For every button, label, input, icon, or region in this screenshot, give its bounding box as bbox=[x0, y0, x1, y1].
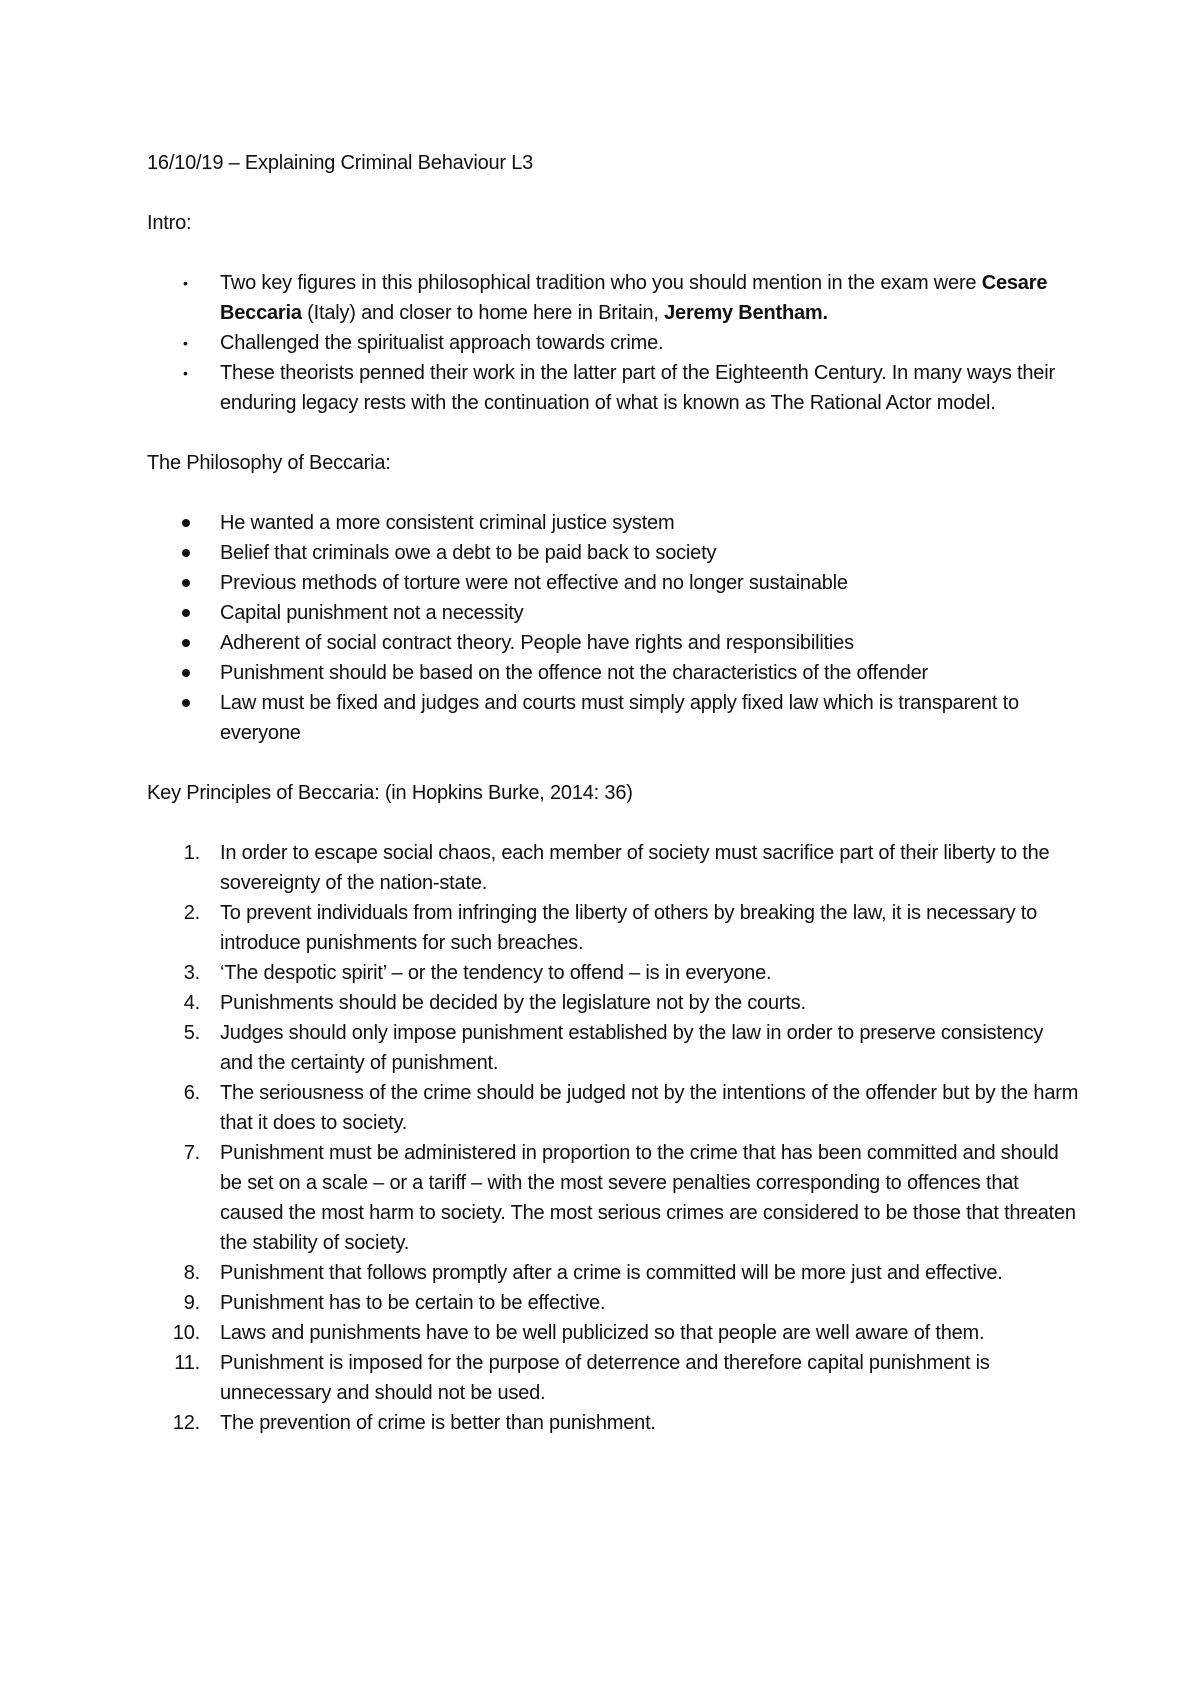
list-item bbox=[147, 358, 1080, 418]
bullet-icon bbox=[182, 699, 190, 707]
list-item bbox=[147, 988, 1080, 1018]
bullet-icon bbox=[182, 639, 190, 647]
list-number: 10. bbox=[172, 1322, 200, 1344]
list-item bbox=[147, 1078, 1080, 1138]
list-item bbox=[147, 1258, 1080, 1288]
list-number: 2. bbox=[183, 902, 200, 924]
name-jeremy-bentham: Jeremy Bentham. bbox=[664, 302, 828, 324]
list-item-text: In order to escape social chaos, each member of society must sacrifice part of their liberty to the sovereignty of the nation-state. bbox=[220, 842, 1050, 894]
principles-list bbox=[147, 838, 1080, 1438]
list-item bbox=[147, 538, 1080, 568]
intro-bullet-text: Challenged the spiritualist approach towards crime. bbox=[220, 332, 664, 354]
list-item bbox=[147, 568, 1080, 598]
list-item bbox=[147, 328, 1080, 358]
list-item-text: Punishment that follows promptly after a crime is committed will be more just and effective. bbox=[220, 1262, 1003, 1284]
list-item-text: Punishment has to be certain to be effective. bbox=[220, 1292, 606, 1314]
list-item bbox=[147, 688, 1080, 748]
list-item bbox=[147, 1138, 1080, 1258]
list-item-text: Law must be fixed and judges and courts must simply apply fixed law which is transparent to everyone bbox=[220, 692, 1019, 744]
principles-heading: Key Principles of Beccaria: (in Hopkins Burke, 2014: 36) bbox=[147, 782, 633, 804]
list-item-text: Punishment is imposed for the purpose of deterrence and therefore capital punishment is unnecessary and should not be used. bbox=[220, 1352, 990, 1404]
list-number: 11. bbox=[174, 1352, 200, 1374]
list-number: 12. bbox=[172, 1412, 200, 1434]
intro-bullet-text-before: Two key figures in this philosophical tradition who you should mention in the exam were bbox=[220, 272, 982, 294]
list-item bbox=[147, 838, 1080, 898]
intro-bullet-text-middle: (Italy) and closer to home here in Britain, bbox=[301, 302, 665, 324]
list-item-text: Punishment should be based on the offence not the characteristics of the offender bbox=[220, 662, 928, 684]
list-item bbox=[147, 598, 1080, 628]
bullet-icon: • bbox=[183, 365, 188, 381]
bullet-icon bbox=[182, 669, 190, 677]
bullet-icon bbox=[182, 579, 190, 587]
list-item bbox=[147, 1318, 1080, 1348]
list-number: 1. bbox=[183, 842, 200, 864]
list-item bbox=[147, 1408, 1080, 1438]
list-item-text: The prevention of crime is better than punishment. bbox=[220, 1412, 656, 1434]
list-number: 8. bbox=[183, 1262, 200, 1284]
list-item-text: To prevent individuals from infringing the liberty of others by breaking the law, it is necessary to introduce punishments for such breaches. bbox=[220, 902, 1038, 954]
list-item bbox=[147, 508, 1080, 538]
list-item-text: Capital punishment not a necessity bbox=[220, 602, 524, 624]
intro-list bbox=[147, 268, 1080, 418]
list-item-text: The seriousness of the crime should be judged not by the intentions of the offender but by the harm that it does to society. bbox=[220, 1082, 1079, 1134]
list-item bbox=[147, 1348, 1080, 1408]
intro-heading: Intro: bbox=[147, 212, 192, 234]
list-number: 5. bbox=[183, 1022, 200, 1044]
list-item bbox=[147, 898, 1080, 958]
list-item bbox=[147, 628, 1080, 658]
list-item-text: Laws and punishments have to be well publicized so that people are well aware of them. bbox=[220, 1322, 985, 1344]
list-item-text: ‘The despotic spirit’ – or the tendency to offend – is in everyone. bbox=[220, 962, 772, 984]
philosophy-heading: The Philosophy of Beccaria: bbox=[147, 452, 391, 474]
list-item-text: Punishment must be administered in proportion to the crime that has been committed and should be set on a scale – or a tariff – with the most severe penalties corresponding to offences that caused the most harm to society. The most serious crimes are considered to be those that threaten the stability of society. bbox=[220, 1142, 1076, 1254]
philosophy-list bbox=[147, 508, 1080, 748]
list-item bbox=[147, 1018, 1080, 1078]
name-cesare-beccaria: Cesare Beccaria bbox=[220, 272, 1048, 324]
list-number: 9. bbox=[183, 1292, 200, 1314]
list-item bbox=[147, 268, 1080, 328]
intro-bullet-text: These theorists penned their work in the latter part of the Eighteenth Century. In many ways their enduring legacy rests with the continuation of what is known as The Rational Actor model. bbox=[220, 362, 1055, 414]
list-number: 6. bbox=[183, 1082, 200, 1104]
bullet-icon bbox=[182, 519, 190, 527]
bullet-icon bbox=[182, 549, 190, 557]
list-item-text: Belief that criminals owe a debt to be paid back to society bbox=[220, 542, 717, 564]
document-title: 16/10/19 – Explaining Criminal Behaviour L3 bbox=[147, 152, 534, 174]
list-item bbox=[147, 1288, 1080, 1318]
list-item-text: He wanted a more consistent criminal justice system bbox=[220, 512, 675, 534]
list-item-text: Punishments should be decided by the legislature not by the courts. bbox=[220, 992, 806, 1014]
list-number: 4. bbox=[183, 992, 200, 1014]
list-item-text: Judges should only impose punishment established by the law in order to preserve consistency and the certainty of punishment. bbox=[220, 1022, 1044, 1074]
bullet-icon: • bbox=[183, 275, 188, 291]
bullet-icon bbox=[182, 609, 190, 617]
list-item-text: Adherent of social contract theory. People have rights and responsibilities bbox=[220, 632, 854, 654]
list-number: 3. bbox=[183, 962, 200, 984]
list-item-text: Previous methods of torture were not effective and no longer sustainable bbox=[220, 572, 848, 594]
list-number: 7. bbox=[183, 1142, 200, 1164]
list-item bbox=[147, 958, 1080, 988]
bullet-icon: • bbox=[183, 335, 188, 351]
list-item bbox=[147, 658, 1080, 688]
